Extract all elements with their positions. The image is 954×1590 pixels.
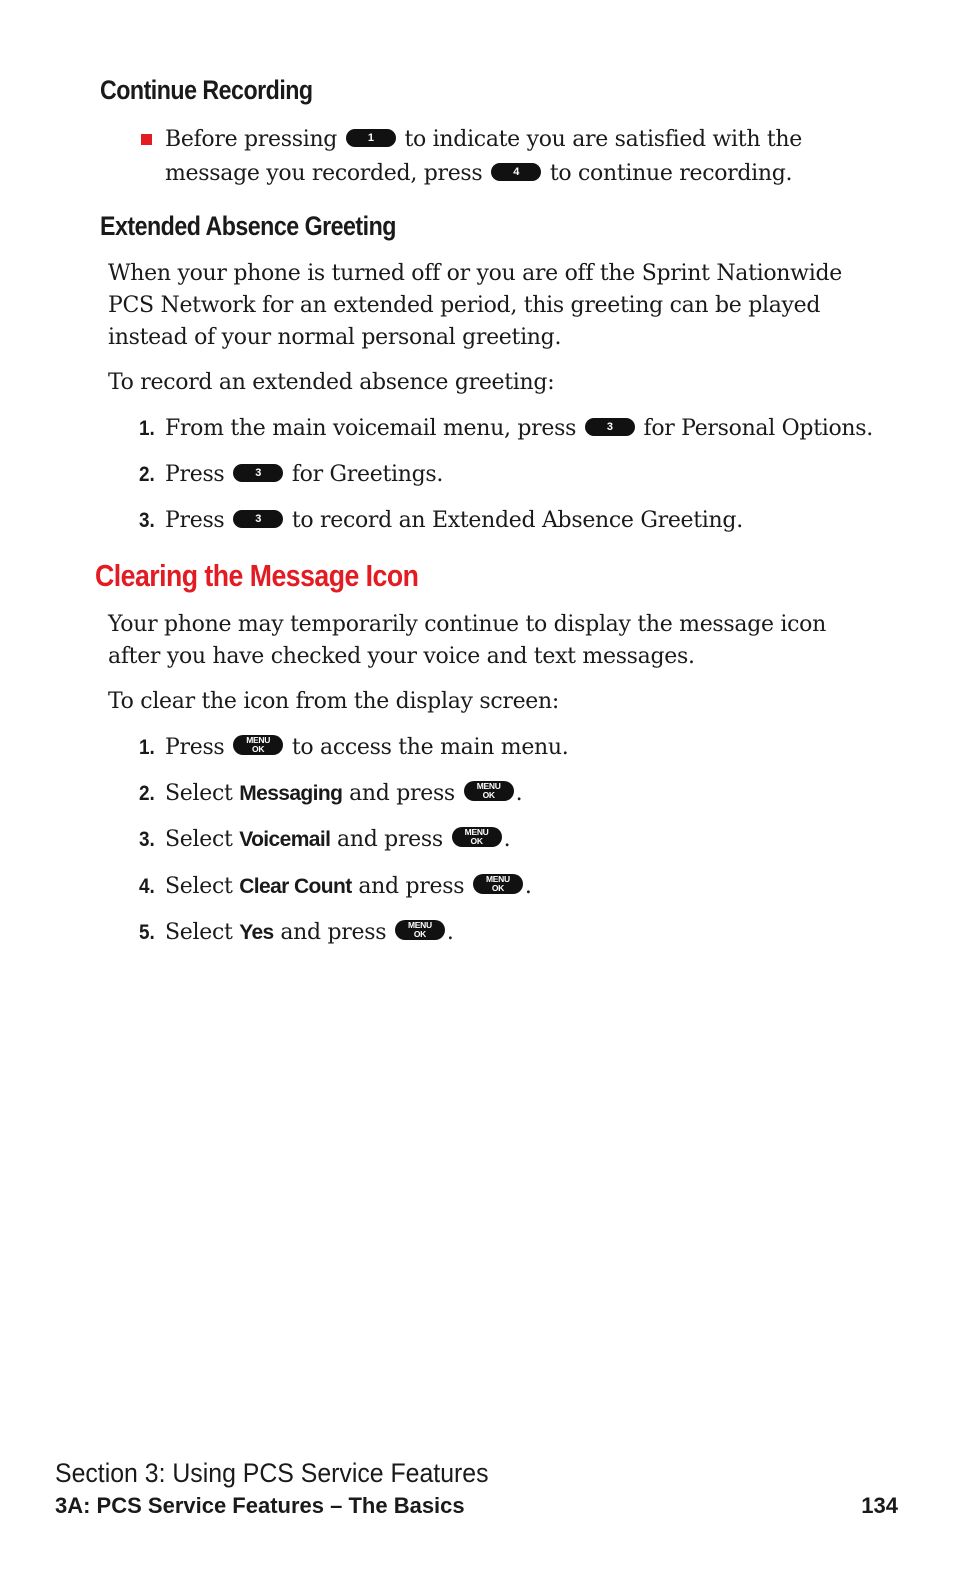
- menu-ok-key-icon: MENU OK: [464, 781, 514, 801]
- text: Press: [165, 735, 225, 760]
- text: .: [524, 874, 532, 899]
- text: Press: [165, 508, 225, 533]
- text: and press: [358, 874, 465, 899]
- text: .: [503, 827, 511, 852]
- step-number: 2.: [139, 463, 155, 486]
- text: to record an Extended Absence Greeting.: [291, 508, 743, 533]
- extended-absence-heading: Extended Absence Greeting: [100, 211, 396, 241]
- text: to continue recording.: [549, 161, 793, 186]
- step-number: 1.: [139, 736, 155, 759]
- extended-step-2: [165, 459, 443, 491]
- continue-recording-heading: Continue Recording: [100, 75, 313, 105]
- clearing-icon-paragraph: Your phone may temporarily continue to display the message icon after you have checked your voice and text messages.: [108, 612, 826, 669]
- clearing-message-icon-heading: Clearing the Message Icon: [95, 558, 419, 593]
- menu-option-label: Messaging: [239, 782, 343, 805]
- key-1-icon: 1: [346, 129, 396, 147]
- text: message you recorded, press: [165, 161, 483, 186]
- menu-option-label: Voicemail: [239, 828, 331, 851]
- key-4-icon: 4: [491, 163, 541, 181]
- clear-step-2: [165, 778, 522, 810]
- extended-absence-intro: To record an extended absence greeting:: [108, 370, 555, 395]
- text: to indicate you are satisfied with the: [404, 127, 803, 152]
- text: Before pressing: [165, 127, 338, 152]
- text: and press: [349, 781, 455, 806]
- text: and press: [280, 920, 387, 945]
- text: to access the main menu.: [291, 735, 569, 760]
- continue-recording-line-1: [165, 124, 802, 156]
- clear-step-4: [165, 871, 532, 903]
- text: for Personal Options.: [643, 416, 873, 441]
- text: Select: [165, 781, 233, 806]
- extended-absence-paragraph: When your phone is turned off or you are off the Sprint Nationwide PCS Network for an extended period, this greeting can be played instead of your normal personal greeting.: [108, 261, 842, 350]
- step-number: 3.: [139, 509, 155, 532]
- footer-chapter-title: 3A: PCS Service Features – The Basics: [55, 1493, 465, 1518]
- extended-step-1: [165, 413, 873, 445]
- step-number: 3.: [139, 828, 155, 851]
- text: Press: [165, 462, 225, 487]
- step-number: 5.: [139, 921, 155, 944]
- step-number: 1.: [139, 417, 155, 440]
- footer-section-title: Section 3: Using PCS Service Features: [55, 1458, 489, 1488]
- menu-option-label: Clear Count: [239, 875, 352, 898]
- menu-ok-key-icon: MENU OK: [452, 827, 502, 847]
- clear-step-1: [165, 732, 568, 764]
- continue-recording-line-2: [165, 158, 792, 190]
- clear-step-3: [165, 824, 510, 856]
- clearing-icon-intro: To clear the icon from the display screen:: [108, 689, 559, 714]
- page-number: 134: [861, 1493, 898, 1518]
- menu-ok-key-icon: MENU OK: [395, 920, 445, 940]
- key-3-icon: 3: [233, 510, 283, 528]
- extended-step-3: [165, 505, 743, 537]
- menu-ok-key-icon: MENU OK: [473, 874, 523, 894]
- key-3-icon: 3: [585, 418, 635, 436]
- text: Select: [165, 920, 233, 945]
- text: From the main voicemail menu, press: [165, 416, 577, 441]
- text: and press: [337, 827, 443, 852]
- text: Select: [165, 874, 233, 899]
- text: for Greetings.: [291, 462, 444, 487]
- text: .: [515, 781, 523, 806]
- text: .: [446, 920, 454, 945]
- menu-ok-key-icon: MENU OK: [233, 735, 283, 755]
- red-bullet-icon: [141, 134, 152, 145]
- menu-option-label: Yes: [239, 921, 274, 944]
- clear-step-5: [165, 917, 454, 949]
- step-number: 4.: [139, 875, 155, 898]
- key-3-icon: 3: [233, 464, 283, 482]
- step-number: 2.: [139, 782, 155, 805]
- text: Select: [165, 827, 233, 852]
